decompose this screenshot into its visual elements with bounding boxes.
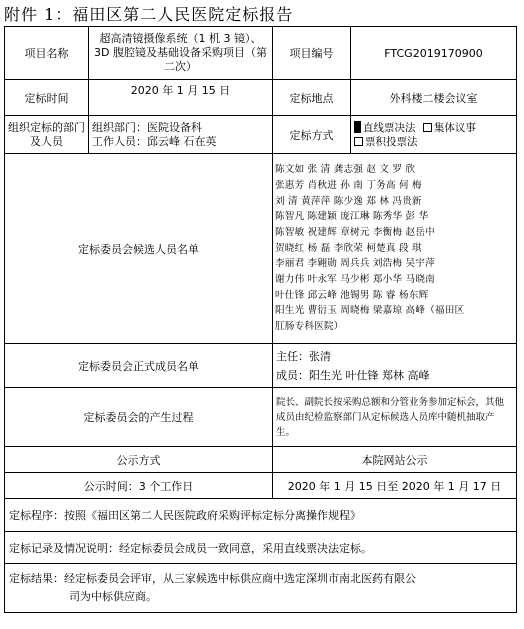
award-result-line1: 定标结果：经定标委员会评审，从三家候选中标供应商中选定深圳市南北医药有限公 — [9, 572, 416, 585]
award-time-value: 2020 年 1 月 15 日 — [89, 80, 273, 116]
method-option-cumulative: 票积投票法 — [365, 135, 418, 148]
award-result-line2: 司为中标供应商。 — [69, 590, 157, 603]
organizer-label: 组织定标的部门及人员 — [5, 116, 89, 154]
organizer-department: 组织部门：医院设备科 — [92, 120, 202, 134]
candidate-line: 刘 清 黄萍萍 陈少逸 郑 林 冯贵新 — [275, 195, 422, 207]
members-cell — [273, 344, 517, 388]
award-procedure: 定标程序：按照《福田区第二人民医院政府采购评标定标分离操作规程》 — [5, 499, 517, 532]
project-name-label: 项目名称 — [5, 27, 89, 80]
project-name-value: 超高清镜摄像系统（1 机 3 镜）、3D 腹腔镜及基础设备采购项目（第二次） — [89, 27, 273, 80]
award-method-label: 定标方式 — [273, 116, 351, 154]
candidate-line: 陈文如 张 清 龚志强 赵 文 罗 欣 — [275, 164, 416, 176]
candidate-line: 张惠芳 肖秋进 孙 南 丁务高 何 梅 — [275, 179, 422, 191]
publicity-time-value: 2020 年 1 月 15 日至 2020 年 1 月 17 日 — [273, 473, 517, 499]
award-record: 定标记录及情况说明：经定标委员会成员一致同意，采用直线票决法定标。 — [5, 532, 517, 564]
candidate-line: 肛肠专科医院） — [275, 321, 344, 333]
page-title: 附件 1：福田区第二人民医院定标报告 — [4, 5, 294, 24]
committee-chair: 主任：张清 — [276, 349, 331, 363]
candidate-line: 贺晓红 杨 磊 李欣荣 柯楚真 段 琪 — [275, 242, 422, 254]
award-time-label: 定标时间 — [5, 80, 89, 116]
method-option-direct: 直线票决法 — [363, 121, 416, 134]
members-label: 定标委员会正式成员名单 — [5, 344, 273, 388]
publicity-time-label: 公示时间：3 个工作日 — [5, 473, 273, 499]
method-option-collective: 集体议事 — [433, 121, 476, 134]
award-result — [5, 564, 517, 613]
candidate-line: 阳生光 曹衍玉 周晓梅 梁嘉琼 高峰（福田区 — [275, 305, 465, 317]
award-report-table — [4, 26, 517, 613]
organizer-staff: 工作人员：邱云峰 石在英 — [92, 134, 217, 148]
publicity-method-value: 本院网站公示 — [273, 447, 517, 473]
candidate-line: 叶仕锋 邱云峰 池锡男 陈 睿 杨东辉 — [275, 289, 429, 301]
candidate-line: 李丽君 李翱勋 周兵兵 刘浩梅 吴宇萍 — [275, 258, 435, 270]
organizer-cell — [89, 116, 273, 154]
candidate-line: 陈智敏 祝建辉 章树元 李衡梅 赵岳中 — [275, 226, 435, 238]
checked-box-icon — [354, 121, 361, 133]
candidates-label: 定标委员会候选人员名单 — [5, 154, 273, 344]
candidate-line: 谢力伟 叶永军 马少彬 郑小华 马晓南 — [275, 274, 435, 286]
award-method-options — [351, 116, 517, 154]
candidate-line: 陈智凡 陈建颖 庞江琳 陈秀华 彭 华 — [275, 211, 429, 223]
project-number-value: FTCG2019170900 — [351, 27, 517, 80]
publicity-method-label: 公示方式 — [5, 447, 273, 473]
award-location-label: 定标地点 — [273, 80, 351, 116]
candidates-list — [273, 154, 517, 344]
process-label: 定标委员会的产生过程 — [5, 388, 273, 447]
process-text: 院长、副院长按采购总额和分管业务参加定标会，其他成员由纪检监察部门从定标候选人员库中随机抽取产生。 — [273, 388, 517, 447]
checkbox-icon — [354, 137, 363, 146]
checkbox-icon — [423, 123, 432, 132]
project-number-label: 项目编号 — [273, 27, 351, 80]
committee-members: 成员：阳生光 叶仕锋 郑林 高峰 — [276, 368, 430, 382]
award-location-value: 外科楼二楼会议室 — [351, 80, 517, 116]
